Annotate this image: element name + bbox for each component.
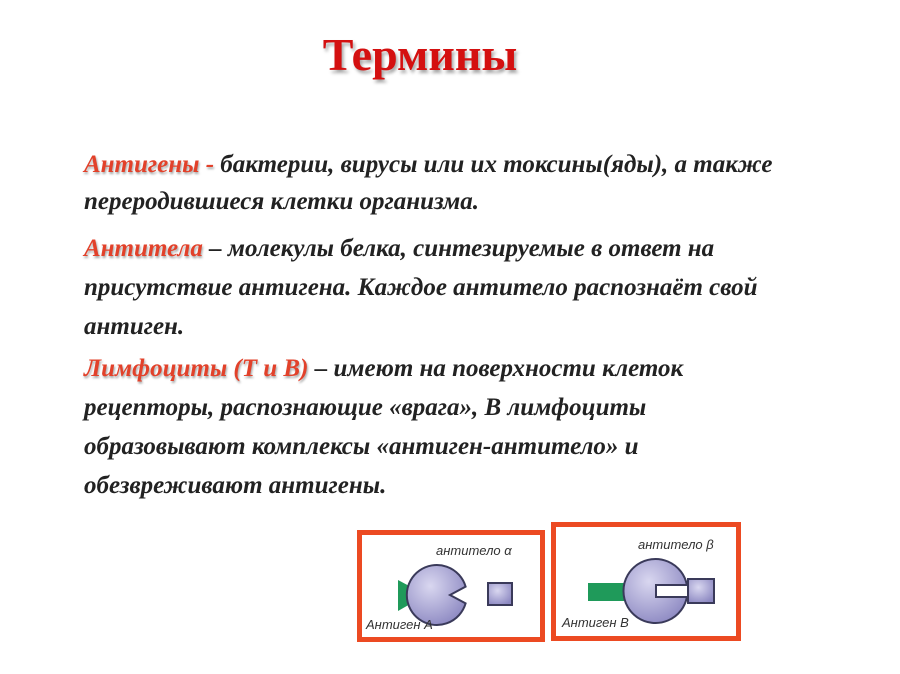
antigen-label: Антиген В: [562, 615, 629, 630]
diagram-antigen-a: [357, 530, 545, 642]
antigen-rectangle-icon: [588, 583, 628, 601]
definition-antibodies: [84, 229, 804, 346]
term-dash: –: [202, 235, 228, 262]
antibody-alpha-icon: [407, 565, 466, 625]
definition-lymphocytes: [84, 349, 804, 505]
antibody-stem: [488, 583, 512, 605]
definition-text: бактерии, вирусы или их токсины(яды), а также переродившиеся клетки организма.: [84, 151, 773, 215]
antibody-beta-icon: [623, 559, 686, 623]
term-dash: –: [308, 355, 334, 382]
antigen-label: Антиген А: [366, 617, 433, 632]
term-antibodies: Антитела: [84, 235, 203, 262]
term-antigens: Антигены: [84, 151, 200, 178]
antibody-stem: [688, 579, 714, 603]
definition-text: молекулы белка, синтезируемые в ответ на присутствие антигена. Каждое антитело распознаёт свой антиген.: [84, 235, 758, 340]
term-dash: -: [199, 151, 221, 178]
definition-antigens: [84, 146, 804, 220]
term-lymphocytes: Лимфоциты (Т и В): [84, 355, 309, 382]
antibody-label: антитело β: [638, 537, 714, 552]
antibody-label: антитело α: [436, 543, 512, 558]
diagram-antigen-b: [551, 522, 741, 641]
definition-text: имеют на поверхности клеток рецепторы, распознающие «врага», В лимфоциты образовывают комплексы «антиген-антитело» и обезвреживают антигены.: [84, 355, 684, 499]
page-title: Термины: [322, 29, 518, 80]
